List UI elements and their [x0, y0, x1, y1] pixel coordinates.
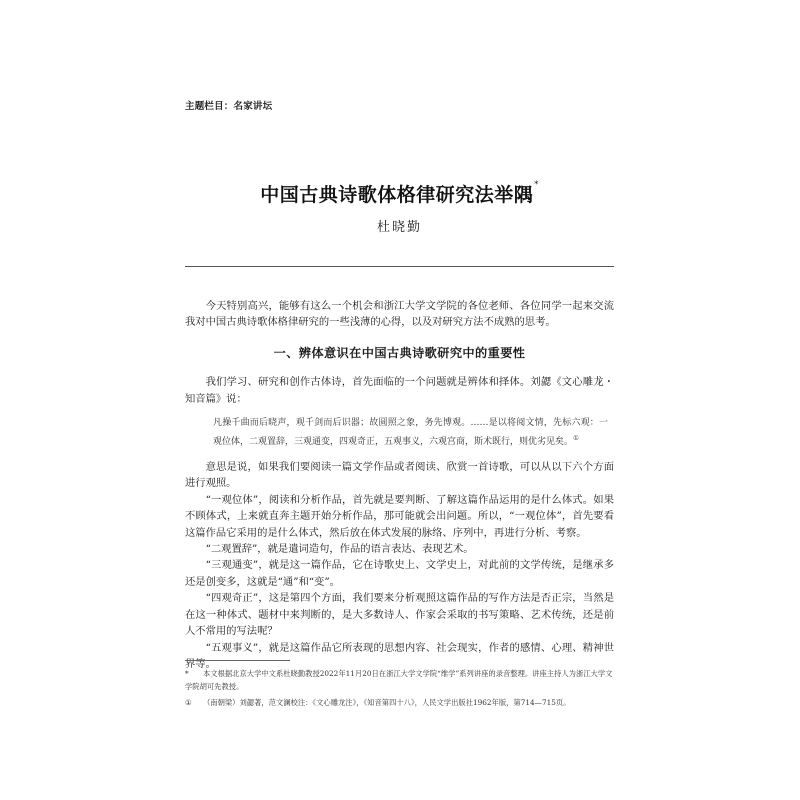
- body-paragraph: “三观通变”，就是这一篇作品，它在诗歌史上、文学史上，对此前的文学传统，是继承多还是创变多，这就是“通”和“变”。: [185, 559, 614, 588]
- intro-paragraph: 今天特别高兴，能够有这么一个机会和浙江大学文学院的各位老师、各位同学一起来交流我对中国古典诗歌体格律研究的一些浅薄的心得，以及对研究方法不成熟的思考。: [185, 300, 614, 329]
- body-paragraph: 意思是说，如果我们要阅读一篇文学作品或者阅读、欣赏一首诗歌，可以从以下六个方面进行观照。: [185, 461, 614, 490]
- section-heading: 一、辨体意识在中国古典诗歌研究中的重要性: [273, 345, 526, 360]
- footnote-mark: ①: [185, 698, 192, 707]
- article-body: [185, 298, 614, 672]
- body-paragraph: “五观事义”，就是这篇作品它所表现的思想内容、社会现实，作者的感情、心理、精神世界等。: [185, 641, 614, 670]
- body-paragraph: “一观位体”，阅读和分析作品，首先就是要判断、了解这篇作品运用的是什么体式。如果不顾体式，上来就直奔主题开始分析作品，那可能就会出问题。所以，“一观位体”，首先要看这篇作品它采用的是什么体式，然后放在体式发展的脉络、序列中，再进行分析、考察。: [185, 493, 614, 539]
- title-divider: [185, 266, 614, 267]
- column-tag: 主题栏目：名家讲坛: [185, 101, 273, 112]
- footnote-divider: [185, 660, 290, 661]
- quote-text: 凡操千曲而后晓声，观千剑而后识器；故圆照之象，务先博观。……是以将阅文情，先标六观：一观位体，二观置辞，三观通变，四观奇正，五观事义，六观宫商，斯术既行，则优劣见矣。: [213, 418, 608, 448]
- body-paragraph: 我们学习、研究和创作古体诗，首先面临的一个问题就是辨体和择体。刘勰《文心雕龙・知音篇》说：: [185, 376, 614, 405]
- block-quote: [213, 416, 608, 450]
- title-note-mark: *: [534, 180, 539, 189]
- footnote-text: （南朝梁）刘勰著，范文澜校注：《文心雕龙注》，《知音第四十八》，人民文学出版社1962年版，第714—715页。: [203, 698, 571, 707]
- quote-note-mark: ①: [573, 434, 579, 443]
- author-name: 杜晓勤: [376, 220, 422, 235]
- body-paragraph: “四观奇正”，这是第四个方面，我们要来分析观照这篇作品的写作方法是否正宗，当然是在这一种体式、题材中来判断的，是大多数诗人、作家会采取的书写策略、艺术传统，还是前人不常用的写法呢？: [185, 592, 614, 638]
- footnotes: [185, 668, 614, 710]
- footnote: [185, 668, 614, 693]
- title-text: 中国古典诗歌体格律研究法举隅: [260, 184, 534, 206]
- article-title: [185, 180, 614, 207]
- footnote-text: 本文根据北京大学中文系杜晓勤教授2022年11月20日在浙江大学文学院“维学”系列讲座的录音整理。讲座主持人为浙江大学文学院胡可先教授。: [185, 669, 613, 691]
- body-paragraph: “二观置辞”，就是遣词造句，作品的语言表达、表现艺术。: [205, 543, 474, 556]
- footnote-mark: *: [185, 669, 189, 678]
- footnote: [185, 697, 614, 710]
